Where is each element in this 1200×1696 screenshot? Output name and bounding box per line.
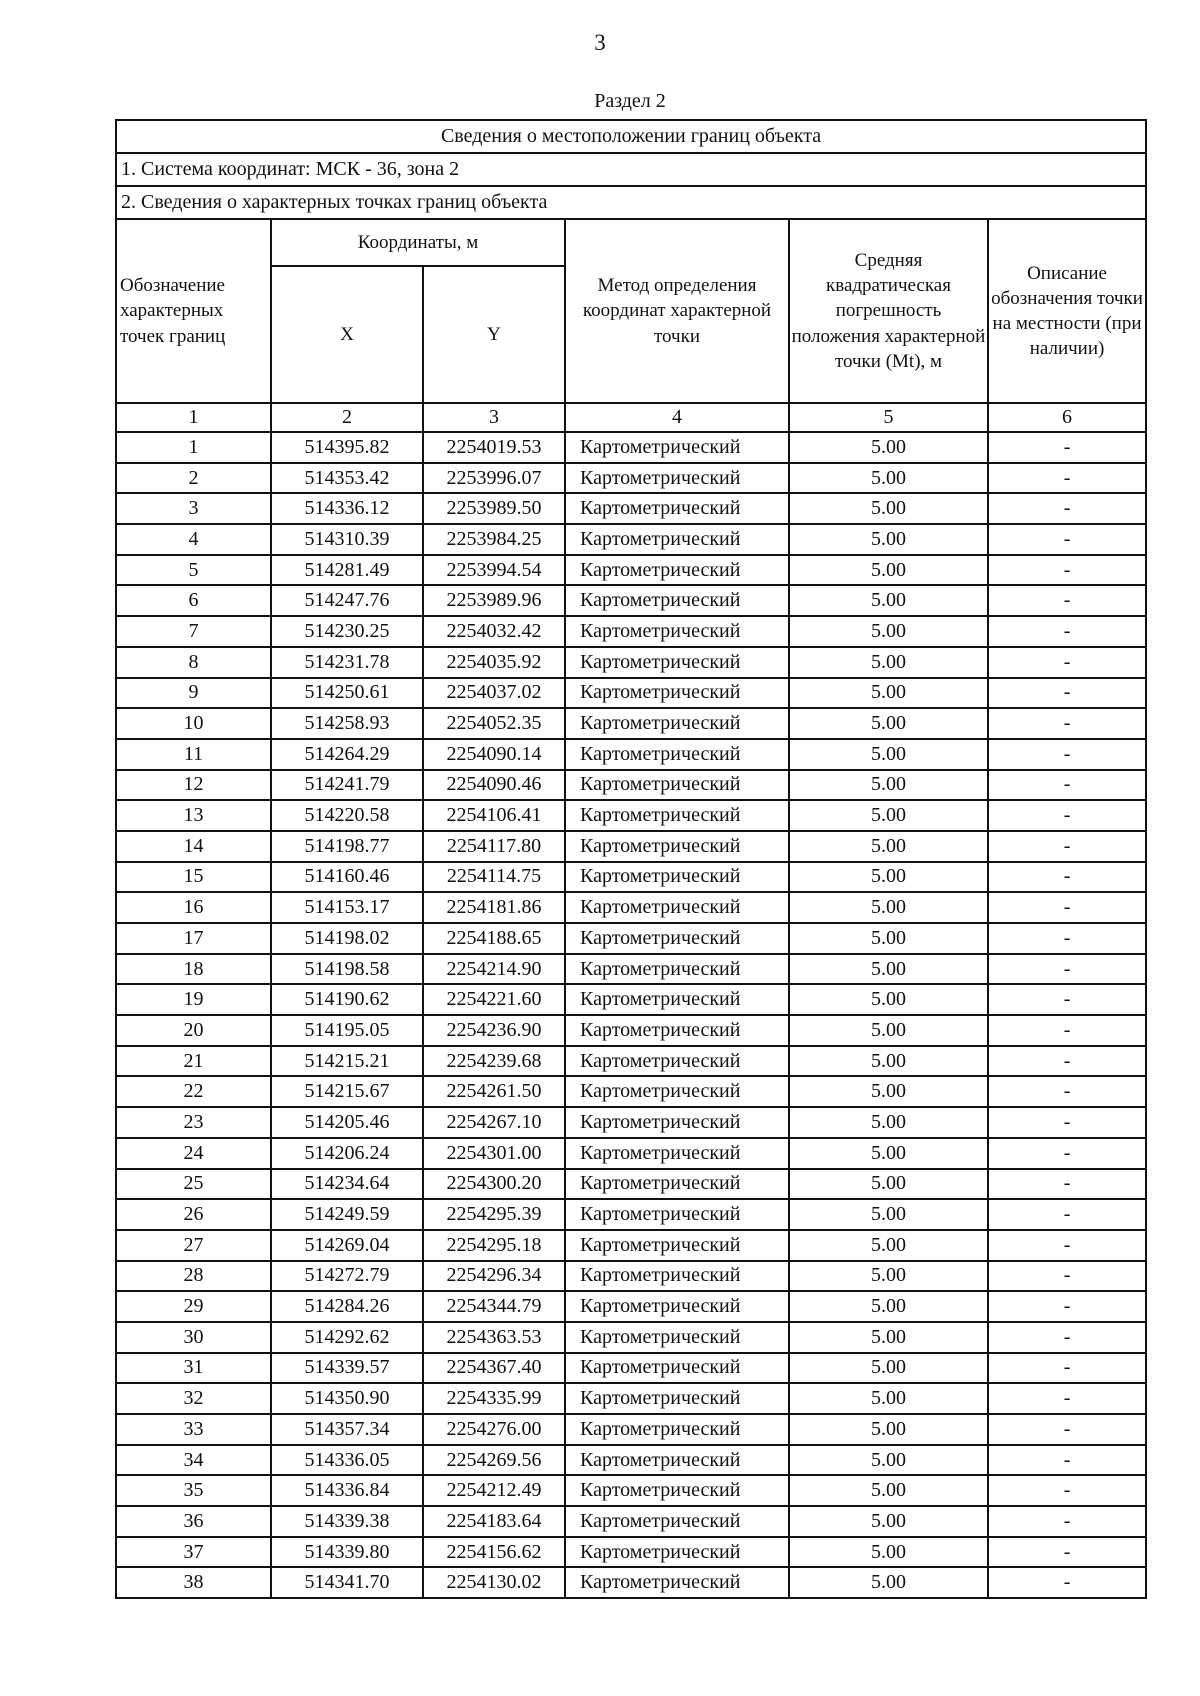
error-cell: 5.00 — [789, 647, 988, 678]
description-cell: - — [988, 1138, 1146, 1169]
y-coordinate-cell: 2254117.80 — [423, 831, 565, 862]
y-coordinate-cell: 2254367.40 — [423, 1353, 565, 1384]
point-number-cell: 2 — [116, 463, 271, 494]
description-cell: - — [988, 1506, 1146, 1537]
table-row — [116, 1383, 1146, 1414]
method-cell: Картометрический — [565, 1199, 789, 1230]
table-row — [116, 1076, 1146, 1107]
method-cell: Картометрический — [565, 984, 789, 1015]
description-cell: - — [988, 463, 1146, 494]
table-row — [116, 954, 1146, 985]
x-coordinate-cell: 514198.77 — [271, 831, 423, 862]
x-coordinate-cell: 514205.46 — [271, 1107, 423, 1138]
y-coordinate-cell: 2254130.02 — [423, 1567, 565, 1598]
point-number-cell: 33 — [116, 1414, 271, 1445]
point-number-cell: 22 — [116, 1076, 271, 1107]
description-cell: - — [988, 708, 1146, 739]
table-row — [116, 1261, 1146, 1292]
column-number: 4 — [565, 403, 789, 432]
page-number: 3 — [594, 30, 606, 55]
x-coordinate-cell: 514160.46 — [271, 862, 423, 893]
point-number-cell: 11 — [116, 739, 271, 770]
error-cell: 5.00 — [789, 585, 988, 616]
column-number: 2 — [271, 403, 423, 432]
x-coordinate-cell: 514339.80 — [271, 1537, 423, 1568]
method-cell: Картометрический — [565, 432, 789, 463]
x-coordinate-cell: 514198.58 — [271, 954, 423, 985]
table-row — [116, 1230, 1146, 1261]
description-cell: - — [988, 800, 1146, 831]
column-number: 1 — [116, 403, 271, 432]
method-cell: Картометрический — [565, 770, 789, 801]
y-coordinate-cell: 2254295.39 — [423, 1199, 565, 1230]
coordinate-system-row: 1. Система координат: МСК - 36, зона 2 — [116, 153, 1146, 186]
description-cell: - — [988, 770, 1146, 801]
y-coordinate-cell: 2254090.14 — [423, 739, 565, 770]
y-coordinate-cell: 2254296.34 — [423, 1261, 565, 1292]
method-cell: Картометрический — [565, 1537, 789, 1568]
description-cell: - — [988, 739, 1146, 770]
error-cell: 5.00 — [789, 524, 988, 555]
table-row — [116, 984, 1146, 1015]
y-coordinate-cell: 2254300.20 — [423, 1169, 565, 1200]
y-coordinate-cell: 2254301.00 — [423, 1138, 565, 1169]
method-cell: Картометрический — [565, 585, 789, 616]
method-cell: Картометрический — [565, 1046, 789, 1077]
description-cell: - — [988, 493, 1146, 524]
table-row — [116, 432, 1146, 463]
y-coordinate-cell: 2254344.79 — [423, 1291, 565, 1322]
y-coordinate-cell: 2254032.42 — [423, 616, 565, 647]
point-number-cell: 27 — [116, 1230, 271, 1261]
table-row — [116, 1475, 1146, 1506]
point-number-cell: 12 — [116, 770, 271, 801]
x-coordinate-cell: 514336.84 — [271, 1475, 423, 1506]
point-number-cell: 30 — [116, 1322, 271, 1353]
method-cell: Картометрический — [565, 800, 789, 831]
method-cell: Картометрический — [565, 1445, 789, 1476]
x-coordinate-cell: 514336.12 — [271, 493, 423, 524]
method-cell: Картометрический — [565, 1261, 789, 1292]
error-cell: 5.00 — [789, 923, 988, 954]
description-cell: - — [988, 1291, 1146, 1322]
points-heading-row: 2. Сведения о характерных точках границ объекта — [116, 186, 1146, 219]
method-cell: Картометрический — [565, 954, 789, 985]
point-number-cell: 6 — [116, 585, 271, 616]
error-cell: 5.00 — [789, 1322, 988, 1353]
table-row — [116, 585, 1146, 616]
method-cell: Картометрический — [565, 647, 789, 678]
x-coordinate-cell: 514195.05 — [271, 1015, 423, 1046]
method-cell: Картометрический — [565, 463, 789, 494]
point-number-cell: 16 — [116, 892, 271, 923]
description-cell: - — [988, 432, 1146, 463]
method-cell: Картометрический — [565, 708, 789, 739]
error-cell: 5.00 — [789, 1445, 988, 1476]
x-coordinate-cell: 514336.05 — [271, 1445, 423, 1476]
error-cell: 5.00 — [789, 1261, 988, 1292]
table-row — [116, 770, 1146, 801]
x-coordinate-cell: 514350.90 — [271, 1383, 423, 1414]
method-cell: Картометрический — [565, 1076, 789, 1107]
table-row — [116, 739, 1146, 770]
table-row — [116, 524, 1146, 555]
y-coordinate-cell: 2254188.65 — [423, 923, 565, 954]
error-cell: 5.00 — [789, 984, 988, 1015]
description-cell: - — [988, 1567, 1146, 1598]
error-cell: 5.00 — [789, 739, 988, 770]
y-coordinate-cell: 2254037.02 — [423, 678, 565, 709]
y-coordinate-cell: 2254114.75 — [423, 862, 565, 893]
y-coordinate-cell: 2254181.86 — [423, 892, 565, 923]
method-cell: Картометрический — [565, 1475, 789, 1506]
description-cell: - — [988, 647, 1146, 678]
point-number-cell: 29 — [116, 1291, 271, 1322]
method-cell: Картометрический — [565, 1230, 789, 1261]
y-coordinate-cell: 2254269.56 — [423, 1445, 565, 1476]
method-cell: Картометрический — [565, 493, 789, 524]
error-cell: 5.00 — [789, 892, 988, 923]
header-coordinates: Координаты, м — [271, 219, 565, 266]
table-row — [116, 647, 1146, 678]
error-cell: 5.00 — [789, 463, 988, 494]
x-coordinate-cell: 514281.49 — [271, 555, 423, 586]
point-number-cell: 19 — [116, 984, 271, 1015]
x-coordinate-cell: 514247.76 — [271, 585, 423, 616]
y-coordinate-cell: 2254295.18 — [423, 1230, 565, 1261]
y-coordinate-cell: 2253994.54 — [423, 555, 565, 586]
error-cell: 5.00 — [789, 1199, 988, 1230]
error-cell: 5.00 — [789, 1015, 988, 1046]
point-number-cell: 31 — [116, 1353, 271, 1384]
table-row — [116, 493, 1146, 524]
x-coordinate-cell: 514215.67 — [271, 1076, 423, 1107]
method-cell: Картометрический — [565, 1414, 789, 1445]
x-coordinate-cell: 514234.64 — [271, 1169, 423, 1200]
y-coordinate-cell: 2253989.50 — [423, 493, 565, 524]
header-description: Описание обозначения точки на местности (при наличии) — [988, 219, 1146, 403]
y-coordinate-cell: 2254214.90 — [423, 954, 565, 985]
method-cell: Картометрический — [565, 1291, 789, 1322]
point-number-cell: 17 — [116, 923, 271, 954]
method-cell: Картометрический — [565, 1353, 789, 1384]
point-number-cell: 5 — [116, 555, 271, 586]
point-number-cell: 34 — [116, 1445, 271, 1476]
table-row — [116, 1353, 1146, 1384]
method-cell: Картометрический — [565, 1169, 789, 1200]
y-coordinate-cell: 2253989.96 — [423, 585, 565, 616]
description-cell: - — [988, 1076, 1146, 1107]
point-number-cell: 4 — [116, 524, 271, 555]
point-number-cell: 14 — [116, 831, 271, 862]
error-cell: 5.00 — [789, 1076, 988, 1107]
description-cell: - — [988, 524, 1146, 555]
x-coordinate-cell: 514264.29 — [271, 739, 423, 770]
table-row — [116, 923, 1146, 954]
error-cell: 5.00 — [789, 1383, 988, 1414]
point-number-cell: 18 — [116, 954, 271, 985]
table-row — [116, 892, 1146, 923]
y-coordinate-cell: 2254267.10 — [423, 1107, 565, 1138]
y-coordinate-cell: 2254106.41 — [423, 800, 565, 831]
table-row — [116, 1567, 1146, 1598]
description-cell: - — [988, 1475, 1146, 1506]
table-row — [116, 831, 1146, 862]
x-coordinate-cell: 514230.25 — [271, 616, 423, 647]
method-cell: Картометрический — [565, 616, 789, 647]
x-coordinate-cell: 514357.34 — [271, 1414, 423, 1445]
description-cell: - — [988, 862, 1146, 893]
table-row — [116, 1015, 1146, 1046]
description-cell: - — [988, 616, 1146, 647]
x-coordinate-cell: 514339.38 — [271, 1506, 423, 1537]
point-number-cell: 35 — [116, 1475, 271, 1506]
error-cell: 5.00 — [789, 1537, 988, 1568]
table-row — [116, 862, 1146, 893]
table-row — [116, 678, 1146, 709]
x-coordinate-cell: 514272.79 — [271, 1261, 423, 1292]
error-cell: 5.00 — [789, 555, 988, 586]
description-cell: - — [988, 1537, 1146, 1568]
point-number-cell: 3 — [116, 493, 271, 524]
error-cell: 5.00 — [789, 493, 988, 524]
description-cell: - — [988, 1199, 1146, 1230]
error-cell: 5.00 — [789, 1169, 988, 1200]
method-cell: Картометрический — [565, 739, 789, 770]
description-cell: - — [988, 1107, 1146, 1138]
point-number-cell: 24 — [116, 1138, 271, 1169]
y-coordinate-cell: 2253984.25 — [423, 524, 565, 555]
error-cell: 5.00 — [789, 1506, 988, 1537]
description-cell: - — [988, 1383, 1146, 1414]
description-cell: - — [988, 892, 1146, 923]
method-cell: Картометрический — [565, 1506, 789, 1537]
header-error: Средняя квадратическая погрешность положения характерной точки (Mt), м — [789, 219, 988, 403]
table-row — [116, 1107, 1146, 1138]
y-coordinate-cell: 2254221.60 — [423, 984, 565, 1015]
description-cell: - — [988, 831, 1146, 862]
x-coordinate-cell: 514220.58 — [271, 800, 423, 831]
x-coordinate-cell: 514310.39 — [271, 524, 423, 555]
point-number-cell: 25 — [116, 1169, 271, 1200]
method-cell: Картометрический — [565, 831, 789, 862]
error-cell: 5.00 — [789, 708, 988, 739]
header-x: X — [271, 266, 423, 403]
point-number-cell: 36 — [116, 1506, 271, 1537]
column-number-row — [116, 403, 1146, 432]
y-coordinate-cell: 2254019.53 — [423, 432, 565, 463]
error-cell: 5.00 — [789, 770, 988, 801]
table-row — [116, 1445, 1146, 1476]
table-row — [116, 708, 1146, 739]
y-coordinate-cell: 2254212.49 — [423, 1475, 565, 1506]
point-number-cell: 8 — [116, 647, 271, 678]
table-row — [116, 800, 1146, 831]
y-coordinate-cell: 2254335.99 — [423, 1383, 565, 1414]
x-coordinate-cell: 514292.62 — [271, 1322, 423, 1353]
point-number-cell: 28 — [116, 1261, 271, 1292]
x-coordinate-cell: 514250.61 — [271, 678, 423, 709]
error-cell: 5.00 — [789, 678, 988, 709]
table-title: Сведения о местоположении границ объекта — [116, 120, 1146, 153]
method-cell: Картометрический — [565, 1107, 789, 1138]
table-row — [116, 463, 1146, 494]
y-coordinate-cell: 2254156.62 — [423, 1537, 565, 1568]
table-row — [116, 1537, 1146, 1568]
x-coordinate-cell: 514249.59 — [271, 1199, 423, 1230]
y-coordinate-cell: 2254239.68 — [423, 1046, 565, 1077]
y-coordinate-cell: 2254276.00 — [423, 1414, 565, 1445]
point-number-cell: 32 — [116, 1383, 271, 1414]
y-coordinate-cell: 2254052.35 — [423, 708, 565, 739]
table-row — [116, 616, 1146, 647]
x-coordinate-cell: 514153.17 — [271, 892, 423, 923]
x-coordinate-cell: 514198.02 — [271, 923, 423, 954]
method-cell: Картометрический — [565, 678, 789, 709]
header-point-designation: Обозначение характерных точек границ — [116, 219, 271, 403]
point-number-cell: 37 — [116, 1537, 271, 1568]
x-coordinate-cell: 514206.24 — [271, 1138, 423, 1169]
error-cell: 5.00 — [789, 432, 988, 463]
method-cell: Картометрический — [565, 1383, 789, 1414]
y-coordinate-cell: 2254261.50 — [423, 1076, 565, 1107]
error-cell: 5.00 — [789, 862, 988, 893]
y-coordinate-cell: 2253996.07 — [423, 463, 565, 494]
header-y: Y — [423, 266, 565, 403]
table-row — [116, 1322, 1146, 1353]
error-cell: 5.00 — [789, 1291, 988, 1322]
description-cell: - — [988, 1261, 1146, 1292]
error-cell: 5.00 — [789, 1353, 988, 1384]
y-coordinate-cell: 2254183.64 — [423, 1506, 565, 1537]
boundary-points-table — [115, 119, 1147, 1599]
error-cell: 5.00 — [789, 1046, 988, 1077]
error-cell: 5.00 — [789, 954, 988, 985]
method-cell: Картометрический — [565, 1567, 789, 1598]
x-coordinate-cell: 514258.93 — [271, 708, 423, 739]
table-row — [116, 1414, 1146, 1445]
table-row — [116, 1138, 1146, 1169]
table-row — [116, 1291, 1146, 1322]
method-cell: Картометрический — [565, 1322, 789, 1353]
point-number-cell: 26 — [116, 1199, 271, 1230]
description-cell: - — [988, 585, 1146, 616]
table-row — [116, 1046, 1146, 1077]
x-coordinate-cell: 514341.70 — [271, 1567, 423, 1598]
x-coordinate-cell: 514231.78 — [271, 647, 423, 678]
error-cell: 5.00 — [789, 1138, 988, 1169]
description-cell: - — [988, 1015, 1146, 1046]
error-cell: 5.00 — [789, 616, 988, 647]
section-title: Раздел 2 — [594, 90, 666, 112]
description-cell: - — [988, 1445, 1146, 1476]
description-cell: - — [988, 923, 1146, 954]
x-coordinate-cell: 514215.21 — [271, 1046, 423, 1077]
point-number-cell: 13 — [116, 800, 271, 831]
point-number-cell: 15 — [116, 862, 271, 893]
x-coordinate-cell: 514269.04 — [271, 1230, 423, 1261]
point-number-cell: 23 — [116, 1107, 271, 1138]
y-coordinate-cell: 2254363.53 — [423, 1322, 565, 1353]
error-cell: 5.00 — [789, 831, 988, 862]
description-cell: - — [988, 984, 1146, 1015]
description-cell: - — [988, 678, 1146, 709]
table-row — [116, 1506, 1146, 1537]
y-coordinate-cell: 2254236.90 — [423, 1015, 565, 1046]
error-cell: 5.00 — [789, 1567, 988, 1598]
error-cell: 5.00 — [789, 1107, 988, 1138]
method-cell: Картометрический — [565, 1015, 789, 1046]
method-cell: Картометрический — [565, 862, 789, 893]
header-method: Метод определения координат характерной точки — [565, 219, 789, 403]
point-number-cell: 10 — [116, 708, 271, 739]
description-cell: - — [988, 1414, 1146, 1445]
method-cell: Картометрический — [565, 923, 789, 954]
column-number: 3 — [423, 403, 565, 432]
x-coordinate-cell: 514339.57 — [271, 1353, 423, 1384]
description-cell: - — [988, 1230, 1146, 1261]
column-number: 5 — [789, 403, 988, 432]
x-coordinate-cell: 514284.26 — [271, 1291, 423, 1322]
point-number-cell: 20 — [116, 1015, 271, 1046]
description-cell: - — [988, 1322, 1146, 1353]
description-cell: - — [988, 954, 1146, 985]
y-coordinate-cell: 2254090.46 — [423, 770, 565, 801]
description-cell: - — [988, 555, 1146, 586]
column-number: 6 — [988, 403, 1146, 432]
method-cell: Картометрический — [565, 524, 789, 555]
x-coordinate-cell: 514353.42 — [271, 463, 423, 494]
x-coordinate-cell: 514241.79 — [271, 770, 423, 801]
point-number-cell: 9 — [116, 678, 271, 709]
point-number-cell: 7 — [116, 616, 271, 647]
table-row — [116, 1199, 1146, 1230]
point-number-cell: 38 — [116, 1567, 271, 1598]
table-row — [116, 1169, 1146, 1200]
description-cell: - — [988, 1353, 1146, 1384]
x-coordinate-cell: 514190.62 — [271, 984, 423, 1015]
error-cell: 5.00 — [789, 1475, 988, 1506]
description-cell: - — [988, 1046, 1146, 1077]
error-cell: 5.00 — [789, 1414, 988, 1445]
point-number-cell: 21 — [116, 1046, 271, 1077]
error-cell: 5.00 — [789, 800, 988, 831]
x-coordinate-cell: 514395.82 — [271, 432, 423, 463]
method-cell: Картометрический — [565, 1138, 789, 1169]
description-cell: - — [988, 1169, 1146, 1200]
method-cell: Картометрический — [565, 555, 789, 586]
y-coordinate-cell: 2254035.92 — [423, 647, 565, 678]
table-row — [116, 555, 1146, 586]
method-cell: Картометрический — [565, 892, 789, 923]
error-cell: 5.00 — [789, 1230, 988, 1261]
point-number-cell: 1 — [116, 432, 271, 463]
